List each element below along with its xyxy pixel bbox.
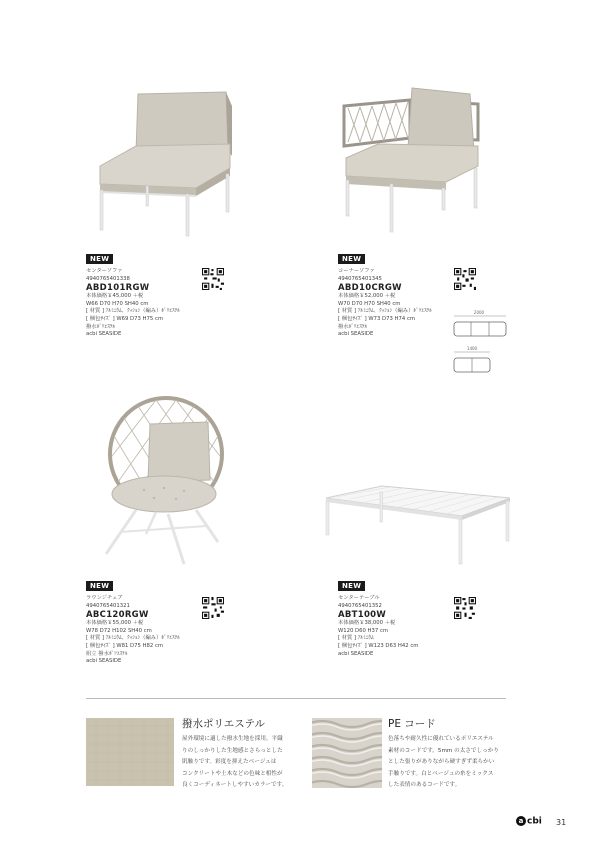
- section-divider: [86, 698, 506, 699]
- product-feature: 組立 撥水ﾎﾟﾘｴｽﾃﾙ: [86, 650, 128, 657]
- product-material: [ 材質 ] ｱﾙﾐﾆｳﾑ、ｸｯｼｮﾝ（編み）ﾎﾟﾘｴｽﾃﾙ: [86, 308, 180, 315]
- product-price: 本体価格￥55,000 ＋税: [86, 620, 144, 627]
- desc-line: 良くコーディネートしやすいカラーです。: [182, 782, 288, 789]
- product-jan: 4940765401345: [338, 275, 382, 282]
- product-dimensions: W66 D70 H70 SH40 cm: [86, 300, 149, 307]
- product-info-lounge-chair: [86, 595, 206, 666]
- pe-cord-swatch: [312, 718, 382, 788]
- material-title-pe-cord: PE コード: [388, 718, 436, 730]
- product-model: ABD10CRGW: [338, 283, 402, 294]
- lounge-chair-image: [96, 396, 232, 568]
- desc-line: とした張りがありながら硬すぎず柔らかい: [388, 759, 495, 766]
- desc-line: 色落ちや耐久性に優れているポリエステル: [388, 736, 494, 742]
- product-price: 本体価格￥52,000 ＋税: [338, 293, 396, 300]
- product-package: [ 梱包ｻｲｽﾞ ] W81 D75 H82 cm: [86, 642, 164, 649]
- desc-line: した表情のあるコードです。: [388, 782, 461, 789]
- product-series: acbi SEASIDE: [338, 331, 374, 338]
- product-series: acbi SEASIDE: [86, 658, 122, 665]
- material-title-polyester: 撥水ポリエステル: [182, 718, 266, 730]
- product-package: [ 梱包ｻｲｽﾞ ] W73 D73 H74 cm: [338, 315, 416, 322]
- corner-sofa-image: [338, 80, 488, 240]
- qr-code-icon[interactable]: [202, 597, 224, 619]
- product-info-corner-sofa: [338, 268, 458, 339]
- product-material: [ 材質 ] ｱﾙﾐﾆｳﾑ、ｸｯｼｮﾝ（編み）ﾎﾟﾘｴｽﾃﾙ: [338, 308, 432, 315]
- new-badge: NEW: [86, 581, 113, 591]
- material-desc-pe-cord: [388, 734, 506, 792]
- product-model: ABC120RGW: [86, 610, 149, 621]
- desc-line: 屋外環境に適した撥水生地を採用。平織: [182, 736, 283, 742]
- polyester-fabric-swatch: [86, 718, 174, 786]
- product-dimensions: W120 D60 H37 cm: [338, 627, 389, 634]
- logo-text: cbi: [527, 816, 542, 827]
- product-jan: 4940765401321: [86, 602, 130, 609]
- desc-line: 素材のコードです。5mm の太さでしっかり: [388, 747, 499, 754]
- product-feature: 撥水ﾎﾟﾘｴｽﾃﾙ: [86, 323, 116, 330]
- page-number: 31: [556, 818, 567, 827]
- product-dimensions: W70 D70 H70 SH40 cm: [338, 300, 401, 307]
- qr-code-icon[interactable]: [454, 268, 476, 290]
- qr-code-icon[interactable]: [454, 597, 476, 619]
- acbi-logo: [516, 816, 542, 827]
- product-name: センターテーブル: [338, 595, 380, 601]
- product-price: 本体価格￥38,000 ＋税: [338, 620, 396, 627]
- new-badge: NEW: [86, 254, 113, 264]
- product-name: ラウンジチェア: [86, 595, 123, 601]
- diagram-width-label-top: 2000: [473, 310, 485, 315]
- desc-line: 肌触りです。彩度を抑えたベージュは: [182, 759, 277, 766]
- product-model: ABT100W: [338, 610, 387, 621]
- desc-line: コンクリートや土木などの色味と相性が: [182, 770, 283, 777]
- product-feature: 撥水ﾎﾟﾘｴｽﾃﾙ: [338, 323, 368, 330]
- product-info-center-sofa: [86, 268, 206, 339]
- product-series: acbi SEASIDE: [86, 331, 122, 338]
- product-name: コーナーソファ: [338, 268, 375, 274]
- diagram-width-label-bottom: 1400: [466, 346, 478, 351]
- logo-mark: a: [516, 816, 526, 826]
- center-table-image: [320, 484, 516, 568]
- center-sofa-image: [92, 88, 242, 238]
- material-desc-polyester: [182, 734, 300, 792]
- qr-code-icon[interactable]: [202, 268, 224, 290]
- product-name: センターソファ: [86, 268, 123, 274]
- product-material: [ 材質 ] ｱﾙﾐﾆｳﾑ: [338, 635, 374, 642]
- new-badge: NEW: [338, 581, 365, 591]
- product-jan: 4940765401338: [86, 275, 130, 282]
- new-badge: NEW: [338, 254, 365, 264]
- product-jan: 4940765401352: [338, 602, 382, 609]
- product-dimensions: W78 D72 H102 SH40 cm: [86, 627, 152, 634]
- product-series: acbi SEASIDE: [338, 650, 374, 657]
- desc-line: 手触りです。白とベージュの糸をミックス: [388, 770, 494, 777]
- product-info-center-table: [338, 595, 458, 658]
- product-price: 本体価格￥45,000 ＋税: [86, 293, 144, 300]
- desc-line: りのしっかりした生地感とさらっとした: [182, 747, 283, 754]
- product-package: [ 梱包ｻｲｽﾞ ] W69 D73 H75 cm: [86, 315, 164, 322]
- product-material: [ 材質 ] ｱﾙﾐﾆｳﾑ、ｸｯｼｮﾝ（編み）ﾎﾟﾘｴｽﾃﾙ: [86, 635, 180, 642]
- product-model: ABD101RGW: [86, 283, 150, 294]
- product-package: [ 梱包ｻｲｽﾞ ] W123 D63 H42 cm: [338, 642, 419, 649]
